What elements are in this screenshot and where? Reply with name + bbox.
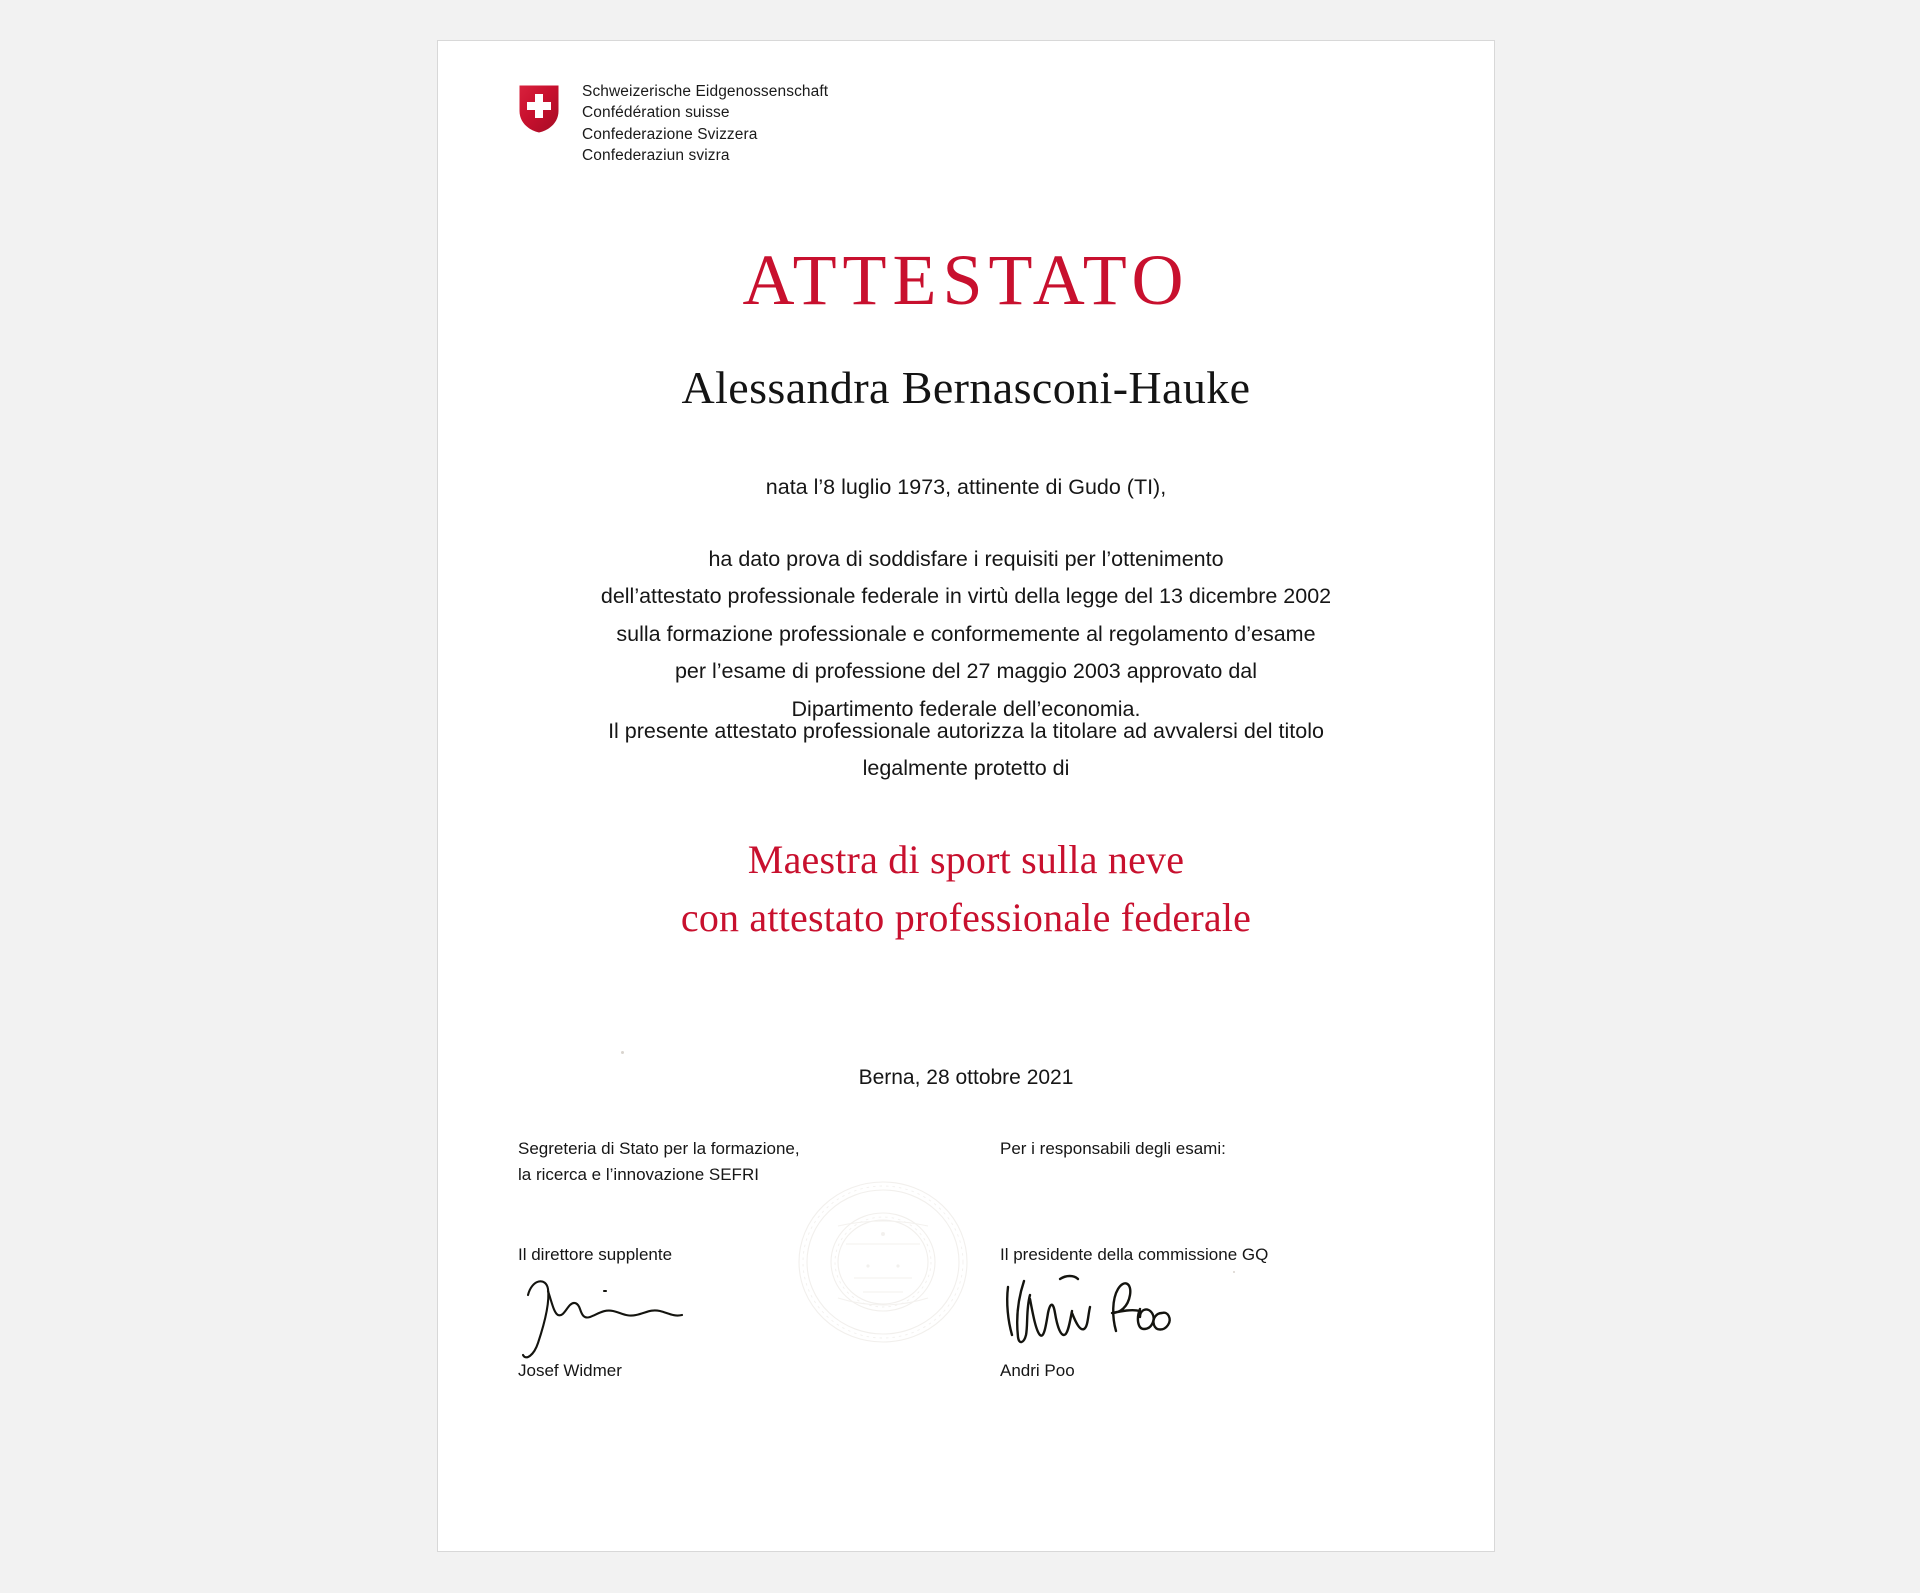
body-paragraph-two (438, 713, 1494, 788)
awarded-qualification (438, 831, 1494, 946)
recipient-birth-line: nata l’8 luglio 1973, attinente di Gudo (TI), (765, 475, 1167, 499)
handwritten-signature-right (1000, 1269, 1420, 1361)
confederation-name-de: Schweizerische Eidgenossenschaft (582, 83, 829, 100)
confederation-name-list (582, 81, 828, 167)
confederation-name-fr: Confédération suisse (582, 104, 730, 122)
handwritten-signature-left (518, 1269, 938, 1361)
paper-speck (1233, 1271, 1235, 1273)
signatory-name-left: Josef Widmer (518, 1360, 622, 1380)
document-title: ATTESTATO (742, 240, 1190, 320)
body-paragraph-one (438, 541, 1494, 728)
signature-area (438, 1136, 1494, 1476)
certificate-header (518, 81, 828, 167)
swiss-coat-of-arms-icon (518, 84, 560, 134)
body-line: dell’attestato professionale federale in virtù della legge del 13 dicembre 2002 (600, 584, 1332, 609)
issuing-authority-line-2: la ricerca e l’innovazione SEFRI (518, 1165, 759, 1185)
signature-block-left (518, 1136, 938, 1381)
paper-speck (621, 1051, 624, 1054)
qualification-line-two: con attestato professionale federale (680, 894, 1252, 940)
body-line: sulla formazione professionale e conformemente al regolamento d’esame (616, 621, 1316, 646)
body-line: per l’esame di professione del 27 maggio 2003 approvato dal (674, 659, 1258, 684)
signatory-name-right: Andri Poo (1000, 1360, 1075, 1380)
signature-block-right (1000, 1136, 1420, 1381)
signatory-role-right: Il presidente della commissione GQ (1000, 1244, 1269, 1264)
body-line: Dipartimento federale dell’economia. (791, 696, 1141, 721)
signatory-role-left: Il direttore supplente (518, 1244, 673, 1264)
body-line: ha dato prova di soddisfare i requisiti per l’ottenimento (708, 547, 1224, 571)
confederation-name-rm: Confederaziun svizra (582, 147, 730, 165)
confederation-name-it: Confederazione Svizzera (582, 125, 758, 143)
place-and-date: Berna, 28 ottobre 2021 (858, 1066, 1074, 1089)
issuing-authority-line-1: Segreteria di Stato per la formazione, (518, 1139, 800, 1158)
exam-authority-line-1: Per i responsabili degli esami: (1000, 1139, 1226, 1158)
exam-authority-line-2 (1000, 1162, 1420, 1188)
body-line: legalmente protetto di (862, 756, 1070, 781)
certificate-document (437, 40, 1495, 1552)
body-line: Il presente attestato professionale autorizza la titolare ad avvalersi del titolo (608, 719, 1324, 743)
recipient-name: Alessandra Bernasconi-Hauke (681, 362, 1251, 413)
qualification-line-one: Maestra di sport sulla neve (747, 837, 1185, 882)
